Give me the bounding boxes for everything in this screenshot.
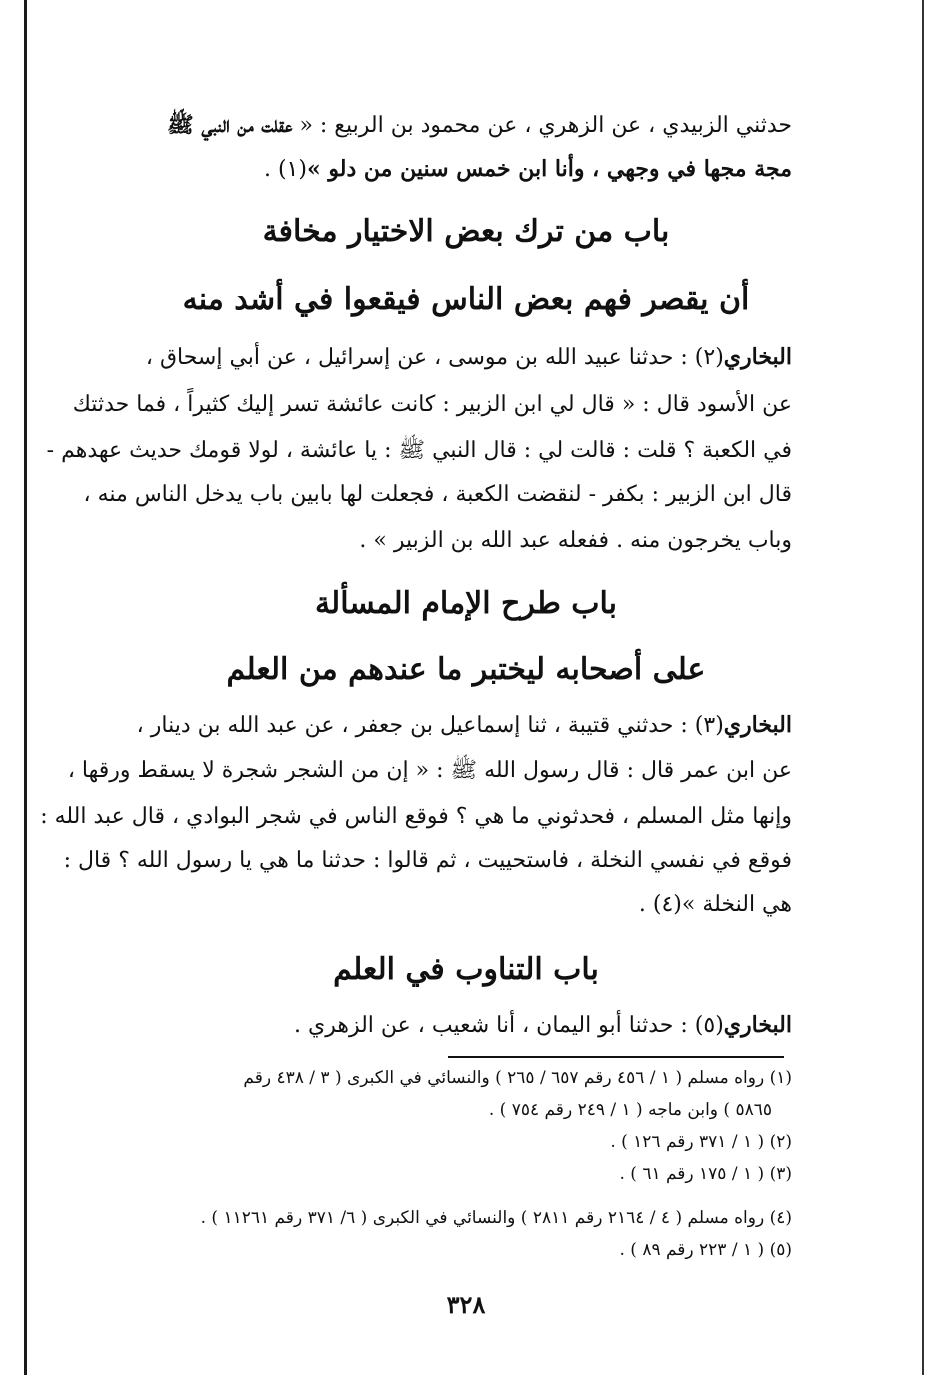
section-2-source: البخاري bbox=[723, 712, 792, 738]
footnote-separator bbox=[448, 1056, 784, 1058]
section-2-line bbox=[52, 888, 792, 922]
section-3-line bbox=[52, 1008, 792, 1043]
section-1-line bbox=[52, 388, 792, 422]
page-number: ٣٢٨ bbox=[446, 1290, 486, 1319]
section-1-line-text: قال ابن الزبير : بكفر - لنقضت الكعبة ، فجعلت لها بابين باب يدخل الناس منه ، bbox=[83, 482, 792, 507]
section-2-line-text: (٣) : حدثني قتيبة ، ثنا إسماعيل بن جعفر ، عن عبد الله بن دينار ، bbox=[136, 713, 724, 738]
intro-line-2 bbox=[52, 152, 792, 187]
footnote: (١) رواه مسلم ( ١ / ٤٥٦ رقم ٦٥٧ / ٢٦٥ ) والنسائي في الكبرى ( ٣ / ٤٣٨ رقم bbox=[243, 1068, 792, 1088]
section-2-line bbox=[52, 754, 792, 788]
section-2-line-text: عن ابن عمر قال : قال رسول الله ﷺ : « إن من الشجر شجرة لا يسقط ورقها ، bbox=[67, 758, 792, 783]
footnote: (٤) رواه مسلم ( ٤ / ٢١٦٤ رقم ٢٨١١ ) والنسائي في الكبرى ( ٦/ ٣٧١ رقم ١١٢٦١ ) . bbox=[200, 1208, 792, 1228]
section-2-line-text: وإنها مثل المسلم ، فحدثوني ما هي ؟ فوقع الناس في شجر البوادي ، قال عبد الله : bbox=[40, 804, 792, 829]
section-1-title-line-2: أن يقصر فهم بعض الناس فيقعوا في أشد منه bbox=[182, 282, 750, 317]
section-1-line-text: في الكعبة ؟ قلت : قالت لي : قال النبي ﷺ : يا عائشة ، لولا قومك حديث عهدهم - bbox=[46, 438, 792, 463]
section-3-title: باب التناوب في العلم bbox=[333, 952, 599, 987]
intro-line-1-plain: حدثني الزبيدي ، عن الزهري ، عن محمود بن الربيع : « bbox=[292, 113, 792, 138]
footnote: (٣) ( ١ / ١٧٥ رقم ٦١ ) . bbox=[619, 1164, 792, 1184]
section-1-line bbox=[46, 434, 792, 468]
intro-line-1-bold: عقلت من النبي ﷺ bbox=[167, 112, 293, 138]
section-1-title-line-1: باب من ترك بعض الاختيار مخافة bbox=[262, 214, 670, 249]
intro-footnote-ref: (١) . bbox=[263, 157, 307, 182]
footnote: ٥٨٦٥ ) وابن ماجه ( ١ / ٢٤٩ رقم ٧٥٤ ) . bbox=[488, 1100, 772, 1120]
intro-line-1 bbox=[52, 108, 792, 143]
section-2-line bbox=[52, 708, 792, 743]
section-2-line-text: هي النخلة »(٤) . bbox=[638, 892, 792, 917]
section-2-line bbox=[40, 800, 792, 834]
section-1-line-text: عن الأسود قال : « قال لي ابن الزبير : كانت عائشة تسر إليك كثيراً ، فما حدثتك bbox=[72, 392, 792, 417]
footnote: (٢) ( ١ / ٣٧١ رقم ١٢٦ ) . bbox=[610, 1132, 792, 1152]
section-3-line-text: (٥) : حدثنا أبو اليمان ، أنا شعيب ، عن الزهري . bbox=[294, 1013, 724, 1038]
section-2-line-text: فوقع في نفسي النخلة ، فاستحييت ، ثم قالوا : حدثنا ما هي يا رسول الله ؟ قال : bbox=[63, 848, 792, 873]
footnote: (٥) ( ١ / ٢٢٣ رقم ٨٩ ) . bbox=[619, 1240, 792, 1260]
section-2-title-line-2: على أصحابه ليختبر ما عندهم من العلم bbox=[226, 652, 706, 687]
section-2-title-line-1: باب طرح الإمام المسألة bbox=[314, 586, 618, 621]
section-2-line bbox=[52, 844, 792, 878]
section-1-line-text: وباب يخرجون منه . ففعله عبد الله بن الزبير » . bbox=[359, 528, 792, 553]
section-1-line bbox=[52, 524, 792, 558]
section-1-line bbox=[52, 478, 792, 512]
section-3-source: البخاري bbox=[723, 1012, 792, 1038]
section-1-source: البخاري bbox=[723, 344, 792, 370]
section-1-line bbox=[52, 340, 792, 375]
intro-line-2-bold: مجة مجها في وجهي ، وأنا ابن خمس سنين من دلو » bbox=[306, 156, 792, 182]
section-1-line-text: (٢) : حدثنا عبيد الله بن موسى ، عن إسرائيل ، عن أبي إسحاق ، bbox=[145, 345, 724, 370]
